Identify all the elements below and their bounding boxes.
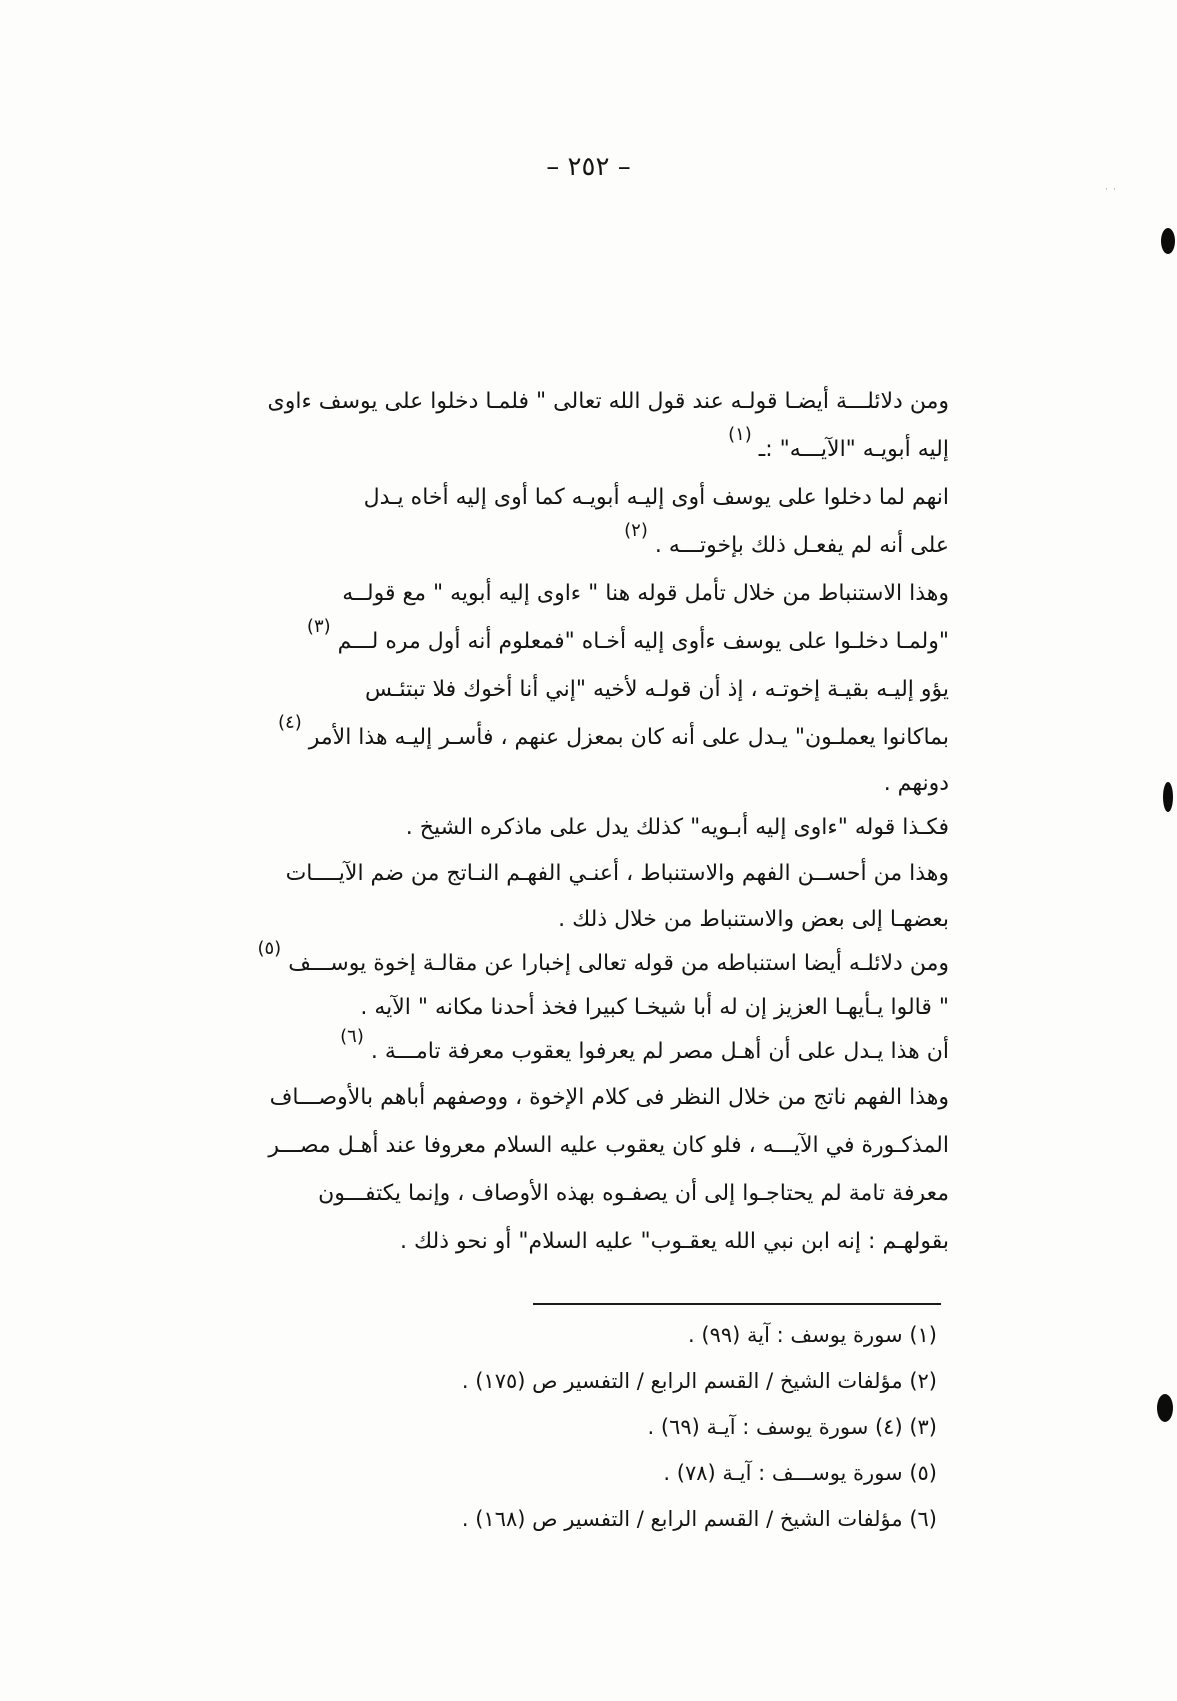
body-line-19: بقولهـم : إنه ابن نبي الله يعقـوب" عليه السلام" أو نحو ذلك . [399, 1229, 949, 1254]
footnote-ref-6: (٦) [340, 1026, 364, 1047]
footnote-3-4: (٣) (٤) سورة يوسف : آيـة (٦٩) . [647, 1415, 937, 1439]
scan-blot-middle [1163, 782, 1173, 812]
footnote-ref-5: (٥) [257, 938, 282, 959]
body-line-9: دونهم . [883, 771, 949, 796]
body-line-3: انهم لما دخلوا على يوسف أوى إليـه أبويـه كما أوى إليه أخاه يـدل [363, 485, 949, 510]
footnote-ref-4: (٤) [277, 712, 302, 733]
footnote-ref-3: (٣) [306, 616, 331, 637]
scan-dust: ˙ ˙ [1103, 188, 1117, 199]
scan-blot-top [1161, 228, 1175, 254]
body-line-8 [104, 714, 949, 762]
footnotes [237, 1312, 937, 1542]
body-line-11: وهذا من أحســن الفهم والاستنباط ، أعنـي الفهـم النـاتج من ضم الآيــــات [285, 861, 949, 886]
body-line-2 [104, 426, 949, 474]
body-line-6 [104, 618, 949, 666]
scan-blot-bottom [1157, 1394, 1173, 1422]
body-line-14: " قالوا يـأيهـا العزيز إن له أبا شيخـا كبيرا فخذ أحدنا مكانه " الآيه . [360, 995, 949, 1020]
body-line-13-text: ومن دلائلـه أيضا استنباطه من قوله تعالى إخبارا عن مقالـة إخوة يوســـف [288, 951, 949, 976]
body-line-1: ومن دلائلـــة أيضـا قولـه عند قول الله تعالى " فلمـا دخلوا على يوسف ءاوى [267, 389, 949, 414]
body-line-16: وهذا الفهم ناتج من خلال النظر فى كلام الإخوة ، ووصفهم أباهم بالأوصـــاف [269, 1085, 949, 1110]
body-line-13 [104, 938, 949, 986]
body-line-17: المذكـورة في الآيـــه ، فلو كان يعقوب عليه السلام معروفا عند أهـل مصـــر [268, 1133, 949, 1158]
body-line-6-text: "ولمـا دخلـوا على يوسف ءأوى إليه أخـاه "فمعلوم أنه أول مره لـــم [337, 629, 949, 654]
page-number: – ٢٥٢ – [546, 152, 631, 182]
body-line-4-text: على أنه لم يفعـل ذلك بإخوتـــه . [654, 533, 949, 558]
body-line-12: بعضهـا إلى بعض والاستنباط من خلال ذلك . [558, 907, 949, 932]
body-line-10: فكـذا قوله "ءاوى إليه أبـويه" كذلك يدل على ماذكره الشيخ . [405, 815, 949, 840]
footnote-ref-1: (١) [728, 424, 752, 445]
body-line-5: وهذا الاستنباط من خلال تأمل قوله هنا " ءاوى إليه أبويه " مع قولــه [342, 581, 949, 606]
body-text [104, 378, 949, 1266]
footnote-ref-2: (٢) [624, 520, 648, 541]
footnote-2: (٢) مؤلفات الشيخ / القسم الرابع / التفسير ص (١٧٥) . [461, 1369, 937, 1393]
footnote-1: (١) سورة يوسف : آية (٩٩) . [688, 1323, 937, 1347]
footnote-5: (٥) سورة يوســـف : آيـة (٧٨) . [663, 1461, 937, 1485]
body-line-2-text: إليه أبويـه "الآيـــه" :ـ [758, 437, 949, 462]
body-line-18: معرفة تامة لم يحتاجـوا إلى أن يصفـوه بهذه الأوصاف ، وإنما يكتفـــون [318, 1181, 949, 1206]
body-line-4 [104, 522, 949, 570]
body-line-15 [104, 1026, 949, 1074]
body-line-15-text: أن هذا يـدل على أن أهـل مصر لم يعرفوا يعقوب معرفة تامـــة . [370, 1039, 949, 1064]
footnote-6: (٦) مؤلفات الشيخ / القسم الرابع / التفسير ص (١٦٨) . [461, 1507, 937, 1531]
footnote-divider [533, 1303, 941, 1305]
body-line-8-text: بماكانوا يعملـون" يـدل على أنه كان بمعزل عنهم ، فأسـر إليـه هذا الأمر [308, 725, 949, 750]
body-line-7: يؤو إليـه بقيـة إخوتـه ، إذ أن قولـه لأخيه "إني أنا أخوك فلا تبتئـس [365, 677, 949, 702]
